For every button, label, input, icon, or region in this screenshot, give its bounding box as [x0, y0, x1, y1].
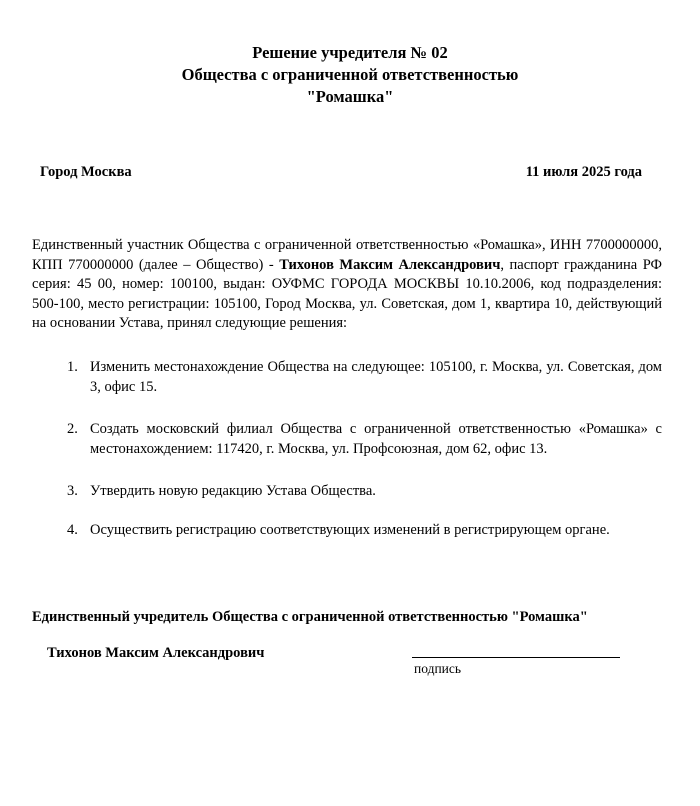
- decision-text: Утвердить новую редакцию Устава Общества.: [90, 483, 376, 499]
- document-date: 11 июля 2025 года: [525, 164, 642, 180]
- decision-text: Создать московский филиал Общества с ограниченной ответственностью «Ромашка» с местонахождением: 117420, г. Москва, ул. Профсоюзная, дом 62, офис 13.: [90, 421, 662, 457]
- decision-number: 4.: [67, 522, 78, 538]
- decision-text: Изменить местонахождение Общества на следующее: 105100, г. Москва, ул. Советская, дом 3, офис 15.: [90, 359, 662, 395]
- decision-number: 3.: [67, 483, 78, 499]
- founder-title: Единственный учредитель Общества с ограниченной ответственностью "Ромашка": [32, 609, 588, 625]
- signature-caption: подпись: [414, 661, 462, 676]
- signature-line: [412, 657, 620, 658]
- founder-name: Тихонов Максим Александрович: [47, 645, 265, 661]
- decision-number: 2.: [67, 421, 78, 437]
- intro-text-start: Единственный участник Общества с ограниченной ответственностью «Ромашка», ИНН 7700000000, КПП 770000000 (далее – Общество) -: [32, 237, 662, 273]
- intro-paragraph: [32, 236, 662, 334]
- decision-number: 1.: [67, 359, 78, 375]
- decision-text: Осуществить регистрацию соответствующих изменений в регистрирующем органе.: [90, 522, 610, 538]
- title-line-3: "Ромашка": [306, 87, 394, 106]
- title-line-2: Общества с ограниченной ответственностью: [181, 65, 519, 84]
- title-line-1: Решение учредителя № 02: [252, 43, 448, 62]
- participant-name: Тихонов Максим Александрович: [279, 256, 501, 273]
- intro-text-end: , паспорт гражданина РФ серия: 45 00, номер: 100100, выдан: ОУФМС ГОРОДА МОСКВЫ 10.10.2006, код подразделения: 500-100, место регистрации: 105100, Город Москва, ул. Советская, дом 1, квартира 10, действующий на основании Устава, принял следующие решения:: [32, 256, 663, 331]
- city: Город Москва: [40, 164, 132, 180]
